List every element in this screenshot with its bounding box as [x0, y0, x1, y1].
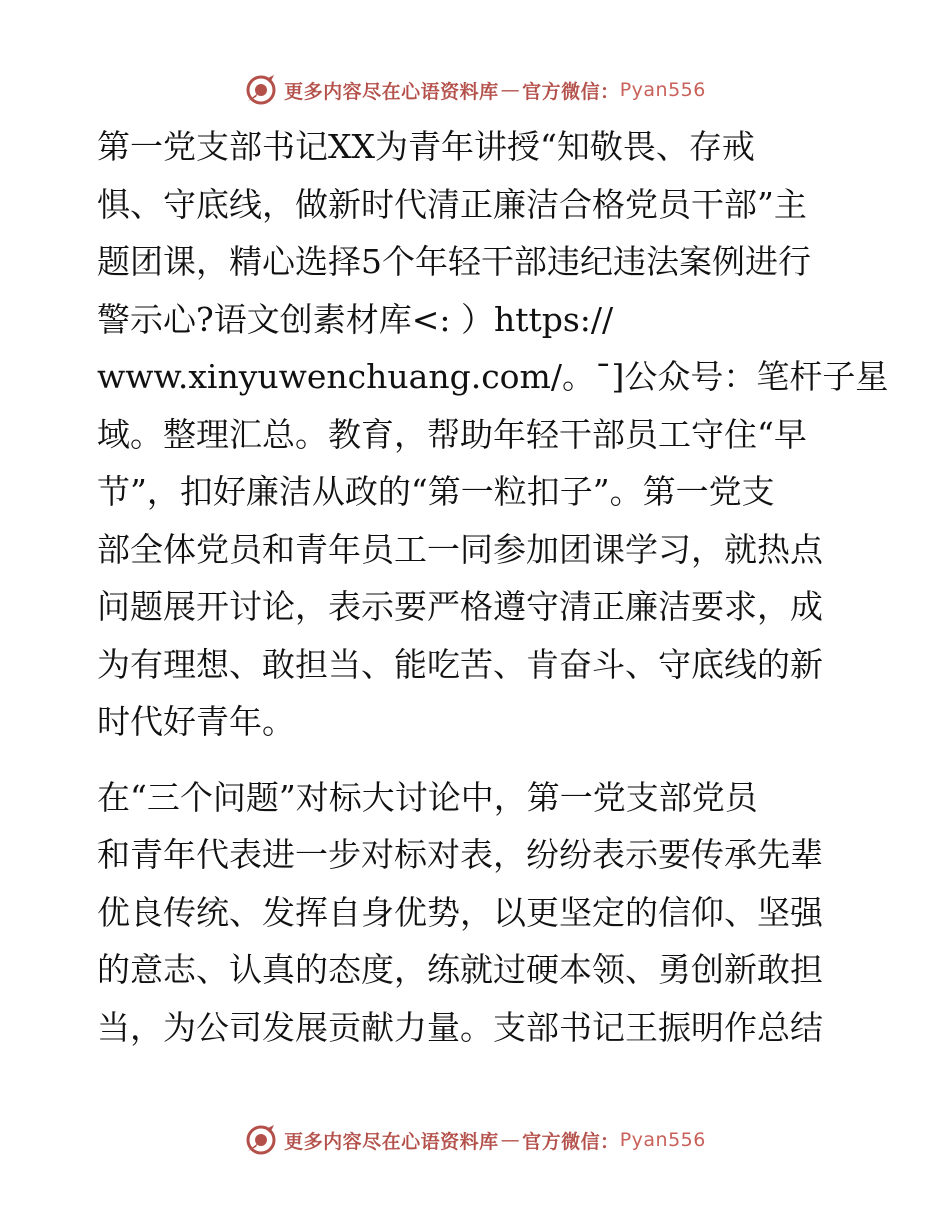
- text-line: 在“三个问题”对标大讨论中，第一党支部党员: [97, 777, 758, 817]
- text-line: 第一党支部书记XX为青年讲授“知敬畏、存戒: [97, 127, 755, 166]
- text-line: 警示心?语文创素材库<: ）https://: [97, 299, 614, 339]
- logo-icon: [244, 1123, 278, 1157]
- banner-separator: —: [500, 79, 521, 101]
- banner-text: 更多内容尽在心语资料库: [284, 80, 499, 103]
- paragraph-1: [97, 118, 889, 751]
- wechat-label: 官方微信：: [522, 80, 620, 103]
- text-line: 部全体党员和青年员工一同参加团课学习，就热点: [97, 529, 823, 569]
- banner-text: 更多内容尽在心语资料库: [284, 1130, 499, 1153]
- text-line: 为有理想、敢担当、能吃苦、肯奋斗、守底线的新: [97, 644, 823, 684]
- text-line: 的意志、认真的态度，练就过硬本领、勇创新敢担: [97, 950, 823, 989]
- text-line: 节”，扣好廉洁从政的“第一粒扣子”。第一党支: [97, 472, 775, 511]
- text-line: 域。整理汇总。教育，帮助年轻干部员工守住“早: [97, 414, 807, 454]
- text-line: 惧、守底线，做新时代清正廉洁合格党员干部”主: [97, 184, 807, 224]
- banner-separator: —: [500, 1129, 521, 1151]
- text-line: 和青年代表进一步对标对表，纷纷表示要传承先辈: [97, 835, 823, 874]
- wechat-id: Pyan556: [619, 1129, 706, 1151]
- footer-banner: [0, 1120, 950, 1160]
- wechat-label: 官方微信：: [522, 1130, 620, 1153]
- text-line: 优良传统、发挥自身优势，以更坚定的信仰、坚强: [97, 892, 823, 932]
- logo-icon: [244, 73, 278, 107]
- document-body: [97, 118, 889, 1056]
- text-line: www.xinyuwenchuang.com/。¯]公众号：笔杆子星: [97, 357, 889, 396]
- text-line: 时代好青年。: [97, 702, 295, 741]
- wechat-id: Pyan556: [619, 79, 706, 101]
- text-line: 问题展开讨论，表示要严格遵守清正廉洁要求，成: [97, 587, 823, 626]
- header-banner: [0, 70, 950, 110]
- text-line: 当，为公司发展贡献力量。支部书记王振明作总结: [97, 1007, 823, 1047]
- paragraph-2: [97, 769, 852, 1057]
- text-line: 题团课，精心选择5个年轻干部违纪违法案例进行: [97, 242, 811, 281]
